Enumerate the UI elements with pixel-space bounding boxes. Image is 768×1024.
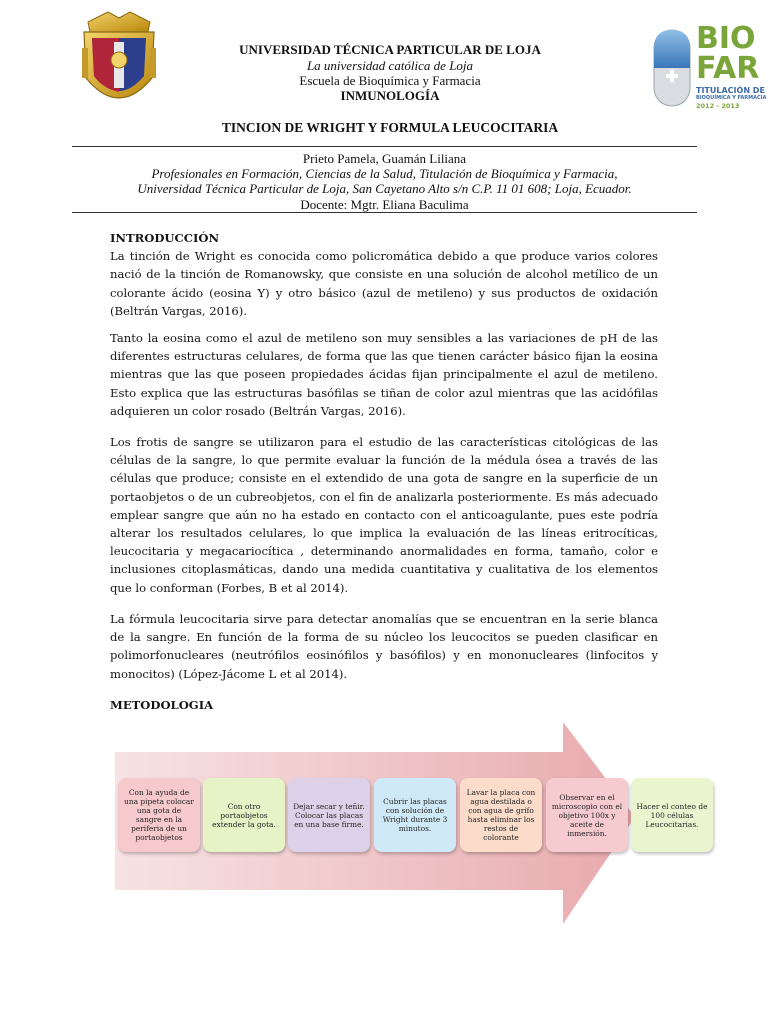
process-step-1	[118, 778, 200, 852]
biofar-logo	[650, 21, 767, 118]
process-step-text: Dejar secar y teñir. Colocar las placas en una base firme.	[293, 801, 365, 829]
teacher-name: Docente: Mgtr. Eliana Baculima	[300, 197, 469, 212]
title-divider-bottom	[72, 212, 697, 213]
process-step-3	[288, 778, 370, 852]
process-step-7	[631, 778, 713, 852]
document-title: TINCION DE WRIGHT Y FORMULA LEUCOCITARIA	[221, 120, 559, 135]
affiliation-line-2: Universidad Técnica Particular de Loja, San Cayetano Alto s/n C.P. 11 01 608; Loja, Ecuador.	[137, 181, 632, 196]
process-step-text: Cubrir las placas con solución de Wright durante 3 minutos.	[382, 797, 448, 833]
intro-heading: INTRODUCCIÓN	[110, 231, 220, 245]
process-step-text: Observar en el microscopio con el objetivo 100x y aceite de inmersión.	[551, 792, 623, 838]
biofar-years: 2012 - 2013	[696, 102, 740, 110]
biofar-caption-2: BIOQUÍMICA Y FARMACIA	[696, 95, 767, 101]
affiliation-line-1: Profesionales en Formación, Ciencias de la Salud, Titulación de Bioquímica y Farmacia,	[151, 166, 618, 181]
process-step-6	[546, 778, 628, 852]
intro-paragraph-2: Tanto la eosina como el azul de metileno son muy sensibles a las variaciones de pH de las diferentes estructuras celulares, de forma que las que tienen carácter básico fijan la eosina mientras que las que poseen propiedades ácidas fijan principalmente el azul de metileno. Esto explica que las estructuras basófilas se tiñan de color azul mientras que las acidófilas adquieren un color rosado (Beltrán Vargas, 2016).	[110, 331, 658, 418]
process-step-text: Con la ayuda de una pipeta colocar una gota de sangre en la periferia de un portaobjetos	[124, 788, 194, 842]
process-step-5	[460, 778, 542, 852]
process-step-4	[374, 778, 456, 852]
intro-paragraph-3: Los frotis de sangre se utilizaron para el estudio de las características citológicas de las células de la sangre, lo que permite evaluar la función de la médula ósea a través de las células que produce; consiste en el extendido de una gota de sangre en la superficie de un portaobjetos o de un cubreobjetos, con el fin de analizarla posteriormente. Es más adecuado emplear sangre que aún no ha estado en contacto con el anticoagulante, pues este podría alterar los resultados celulares, lo que implica la evaluación de las líneas eritrocíticas, leucocitaria y megacariocítica , determinando anormalidades en forma, tamaño, color e inclusiones citoplasmáticas, dando una medida cuantitativa y cualitativa de los elementos que lo conforman (Forbes, B et al 2014).	[110, 435, 658, 595]
process-step-text: Hacer el conteo de 100 células Leucocitarias.	[636, 801, 708, 829]
method-heading: METODOLOGIA	[110, 698, 214, 712]
title-divider-top	[72, 146, 697, 147]
process-step-2	[203, 778, 285, 852]
process-step-text: Lavar la placa con agua destilada o con agua de grifo hasta eliminar los restos de colorante	[466, 788, 536, 842]
biofar-far-text: FAR	[696, 51, 760, 86]
intro-paragraph-4: La fórmula leucocitaria sirve para detectar anomalías que se encuentran en la serie blanca de la sangre. En función de la forma de su núcleo los leucocitos se pueden clasificar en polimorfonucleares (neutrófilos eosinófilos y basófilos) y en mononucleares (linfocitos y monocitos) (López-Jácome L et al 2014).	[110, 612, 658, 681]
intro-paragraph-1: La tinción de Wright es conocida como policromática debido a que produce varios colores nació de la tinción de Romanowsky, que consiste en una solución de alcohol metílico de un colorante ácido (eosina Y) y otro básico (azul de metileno) y sus productos de oxidación (Beltrán Vargas, 2016).	[110, 249, 658, 318]
biofar-bio-text: BIO	[696, 21, 756, 56]
university-crest-logo	[78, 8, 160, 118]
subject-name: INMUNOLOGÍA	[340, 88, 440, 103]
university-tagline: La universidad católica de Loja	[306, 58, 474, 73]
biofar-caption-1: TITULACIÓN DE	[696, 86, 765, 95]
process-step-text: Con otro portaobjetos extender la gota.	[212, 801, 276, 829]
university-name: UNIVERSIDAD TÉCNICA PARTICULAR DE LOJA	[239, 42, 541, 57]
school-name: Escuela de Bioquímica y Farmacia	[299, 73, 481, 88]
author-names: Prieto Pamela, Guamán Liliana	[302, 151, 467, 166]
